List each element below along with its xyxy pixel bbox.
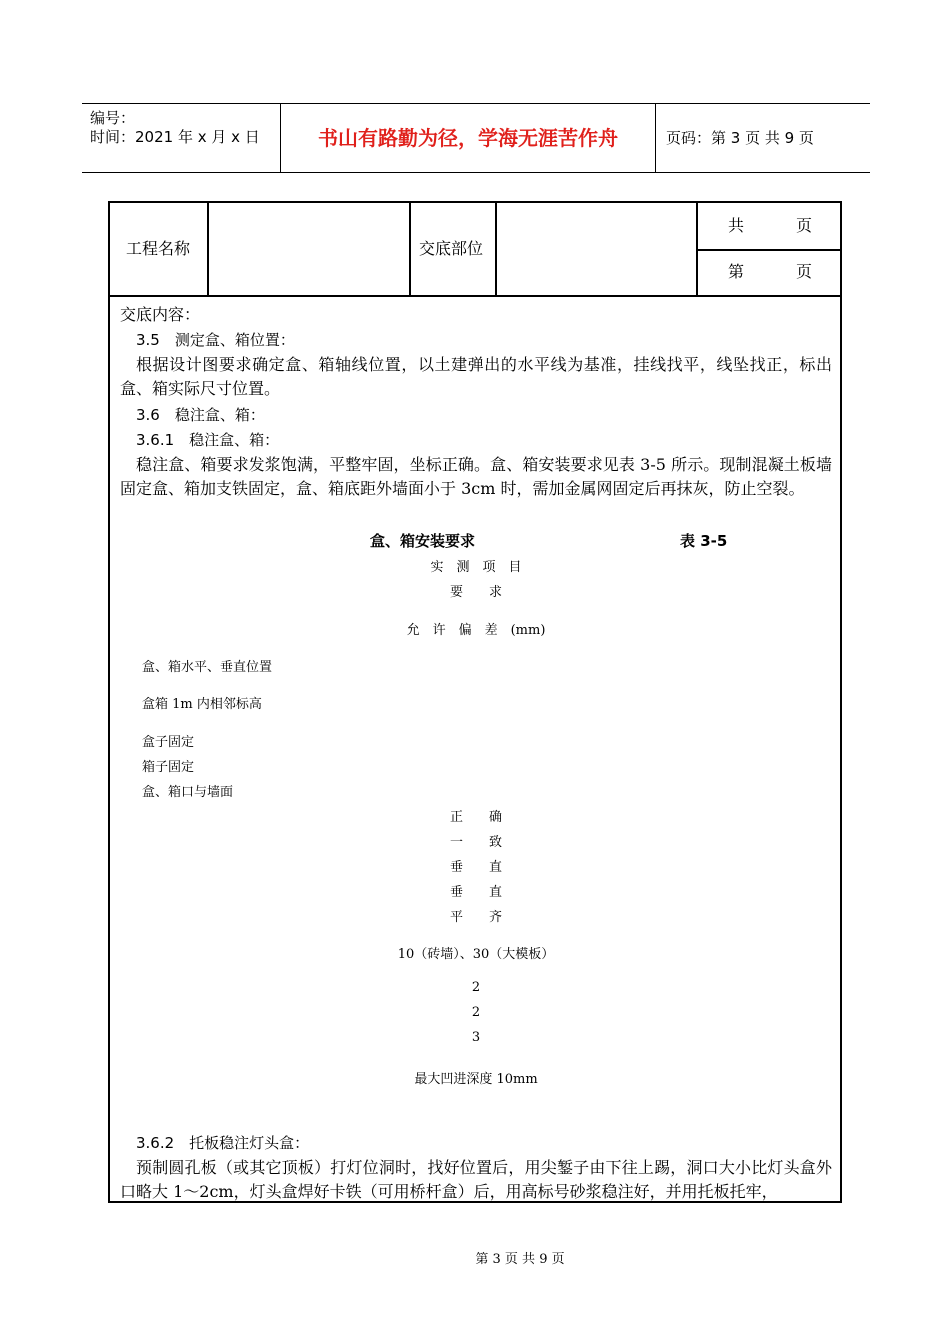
table-item: 盒、箱口与墙面 (142, 785, 234, 800)
header-meta-cell (82, 104, 281, 172)
table-col-tolerance: 允 许 偏 差 (mm) (406, 623, 546, 638)
form-header-row (110, 203, 840, 297)
table-item: 箱子固定 (142, 760, 195, 775)
section-3-6-1-body: 稳注盒、箱要求发浆饱满，平整牢固，坐标正确。盒、箱安装要求见表 3-5 所示。现制混凝土板墙固定盒、箱加支铁固定，盒、箱底距外墙面小于 3cm 时，需加金属网固定后再抹灰，防止空裂。 (120, 455, 832, 498)
table-requirement: 一 致 (449, 835, 502, 850)
table-tolerance: 2 (471, 1005, 481, 1020)
table-requirement: 正 确 (449, 810, 502, 825)
page-number-cell: 第 页 (728, 262, 813, 281)
table-tolerance: 3 (471, 1030, 481, 1045)
table-col-item: 实 测 项 目 (430, 560, 522, 575)
part-label: 交底部位 (419, 239, 484, 258)
table-item: 盒子固定 (142, 735, 195, 750)
table-requirement: 垂 直 (449, 885, 502, 900)
header-page-label: 页码：第 3 页 共 9 页 (666, 129, 814, 147)
table-tolerance: 10（砖墙）、30（大模板） (397, 947, 555, 962)
table-requirement: 平 齐 (449, 910, 502, 925)
number-label: 编号： (90, 109, 136, 127)
section-3-6-title: 3.6 稳注盒、箱： (136, 406, 265, 424)
section-3-5-title: 3.5 测定盒、箱位置： (136, 331, 295, 349)
project-name-label: 工程名称 (126, 239, 191, 258)
disclosure-form (108, 201, 842, 1203)
page-footer: 第 3 页 共 9 页 (475, 1252, 565, 1267)
table-number: 表 3-5 (680, 532, 728, 550)
header-motto: 书山有路勤为径，学海无涯苦作舟 (281, 104, 656, 172)
total-pages-cell: 共 页 (698, 203, 840, 251)
section-3-6-2-body: 预制圆孔板（或其它顶板）打灯位洞时，找好位置后，用尖錾子由下往上踢，洞口大小比灯头盒外口略大 1～2cm，灯头盒焊好卡铁（可用桥杆盒）后，用高标号砂浆稳注好，并用托板托牢， (120, 1158, 832, 1201)
time-label: 时间：2021 年 x 月 x 日 (90, 128, 260, 146)
table-tolerance: 2 (471, 980, 481, 995)
table-requirement: 垂 直 (449, 860, 502, 875)
section-3-6-1-title: 3.6.1 稳注盒、箱： (136, 431, 280, 449)
section-3-5-body: 根据设计图要求确定盒、箱轴线位置，以土建弹出的水平线为基准，挂线找平，线坠找正，标出盒、箱实际尺寸位置。 (120, 355, 832, 398)
section-3-6-2-title: 3.6.2 托板稳注灯头盒： (136, 1134, 310, 1152)
table-title: 盒、箱安装要求 (370, 532, 476, 550)
table-col-requirement: 要 求 (449, 585, 502, 600)
intro-label: 交底内容： (120, 305, 201, 324)
table-tolerance: 最大凹进深度 10mm (414, 1072, 538, 1087)
page-header (82, 103, 870, 173)
table-item: 盒、箱水平、垂直位置 (142, 660, 273, 675)
table-item: 盒箱 1m 内相邻标高 (142, 697, 262, 712)
